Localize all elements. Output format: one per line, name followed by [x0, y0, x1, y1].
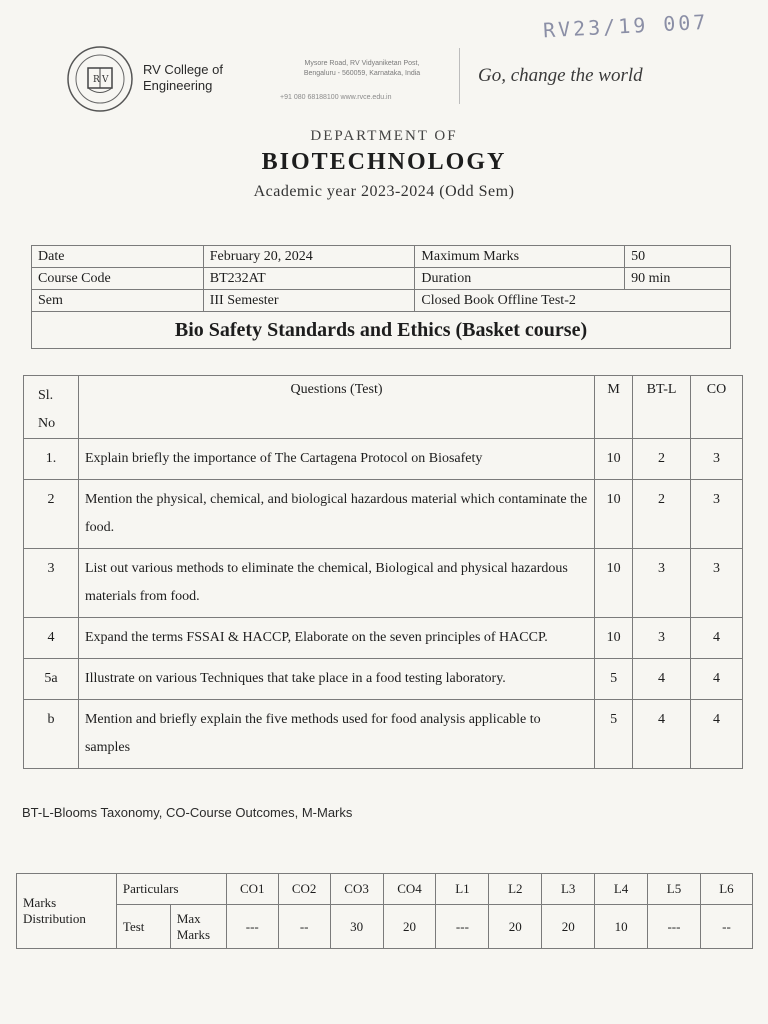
- col-header: L3: [542, 874, 595, 905]
- value-cell: 20: [489, 905, 542, 949]
- question-marks: 10: [595, 549, 633, 618]
- question-btl: 3: [633, 549, 691, 618]
- question-text: Mention the physical, chemical, and biological hazardous material which contaminate the food.: [78, 480, 594, 549]
- duration-value: 90 min: [625, 268, 731, 290]
- question-btl: 3: [633, 618, 691, 659]
- question-co: 3: [691, 549, 743, 618]
- question-btl: 4: [633, 700, 691, 769]
- address-line2: Bengaluru - 560059, Karnataka, India: [303, 70, 421, 77]
- col-header: CO1: [226, 874, 278, 905]
- value-cell: 10: [595, 905, 648, 949]
- svg-text:R: R: [93, 75, 100, 85]
- question-text: Illustrate on various Techniques that take place in a food testing laboratory.: [78, 659, 594, 700]
- question-co: 4: [691, 700, 743, 769]
- course-code-label: Course Code: [32, 268, 204, 290]
- college-name-line2: Engineering: [143, 78, 213, 93]
- value-cell: ---: [226, 905, 278, 949]
- test-label: Test: [116, 905, 170, 949]
- question-co: 3: [691, 439, 743, 480]
- address-line1: Mysore Road, RV Vidyaniketan Post,: [304, 60, 420, 67]
- handwritten-note: RV23/19 007: [542, 9, 709, 43]
- marks-label-line2: Distribution: [23, 911, 86, 926]
- question-text: List out various methods to eliminate the chemical, Biological and physical hazardous materials from food.: [78, 549, 594, 618]
- max-line2: Marks: [176, 926, 211, 942]
- question-number: 4: [24, 618, 79, 659]
- sl-header: [24, 376, 79, 439]
- marks-header: M: [595, 376, 633, 439]
- question-co: 3: [691, 480, 743, 549]
- course-title: Bio Safety Standards and Ethics (Basket course): [32, 312, 731, 349]
- max-marks-value: 50: [625, 246, 731, 268]
- header-divider: [459, 48, 460, 104]
- question-header: Questions (Test): [78, 376, 594, 439]
- col-header: L4: [595, 874, 648, 905]
- question-co: 4: [691, 618, 743, 659]
- dept-label: DEPARTMENT OF: [310, 128, 458, 144]
- table-row: [24, 659, 743, 700]
- question-co: 4: [691, 659, 743, 700]
- question-number: 3: [24, 549, 79, 618]
- value-cell: 20: [542, 905, 595, 949]
- table-row: [24, 480, 743, 549]
- question-number: b: [24, 700, 79, 769]
- question-marks: 10: [595, 618, 633, 659]
- col-header: CO4: [383, 874, 436, 905]
- test-type: Closed Book Offline Test-2: [415, 290, 731, 312]
- btl-header: BT-L: [633, 376, 691, 439]
- question-number: 1.: [24, 439, 79, 480]
- value-cell: --: [278, 905, 330, 949]
- college-name: [143, 62, 223, 94]
- col-header: L5: [648, 874, 701, 905]
- marks-distribution-table: [16, 873, 753, 949]
- sl-header-line1: Sl.: [38, 388, 54, 403]
- duration-label: Duration: [415, 268, 625, 290]
- question-number: 5a: [24, 659, 79, 700]
- svg-text:V: V: [102, 75, 109, 85]
- max-marks-cell: [170, 905, 226, 949]
- question-marks: 5: [595, 659, 633, 700]
- col-header: L6: [700, 874, 752, 905]
- abbreviation-legend: BT-L-Blooms Taxonomy, CO-Course Outcomes, M-Marks: [22, 805, 353, 820]
- question-btl: 4: [633, 659, 691, 700]
- college-contact: +91 080 68188100 www.rvce.edu.in: [280, 94, 392, 101]
- value-cell: ---: [436, 905, 489, 949]
- question-marks: 10: [595, 480, 633, 549]
- date-value: February 20, 2024: [203, 246, 415, 268]
- question-marks: 5: [595, 700, 633, 769]
- co-header: CO: [691, 376, 743, 439]
- dept-name: BIOTECHNOLOGY: [261, 149, 507, 175]
- marks-label-line1: Marks: [23, 895, 57, 910]
- question-marks: 10: [595, 439, 633, 480]
- col-header: CO2: [278, 874, 330, 905]
- course-code-value: BT232AT: [203, 268, 415, 290]
- marks-distribution-label: [17, 874, 117, 949]
- value-cell: ---: [648, 905, 701, 949]
- col-header: L2: [489, 874, 542, 905]
- college-name-line1: RV College of: [143, 62, 223, 77]
- table-row: [24, 618, 743, 659]
- college-address: [282, 59, 442, 79]
- question-number: 2: [24, 480, 79, 549]
- question-text: Mention and briefly explain the five methods used for food analysis applicable to samples: [78, 700, 594, 769]
- tagline: Go, change the world: [478, 65, 643, 86]
- max-marks-label: Maximum Marks: [415, 246, 625, 268]
- question-text: Expand the terms FSSAI & HACCP, Elaborate on the seven principles of HACCP.: [78, 618, 594, 659]
- value-cell: --: [700, 905, 752, 949]
- questions-table: [23, 375, 743, 769]
- sem-label: Sem: [32, 290, 204, 312]
- col-header: L1: [436, 874, 489, 905]
- col-header: CO3: [330, 874, 383, 905]
- table-row: [24, 439, 743, 480]
- value-cell: 20: [383, 905, 436, 949]
- academic-year: Academic year 2023-2024 (Odd Sem): [253, 183, 515, 200]
- particulars-label: Particulars: [116, 874, 226, 905]
- question-btl: 2: [633, 480, 691, 549]
- date-label: Date: [32, 246, 204, 268]
- sl-header-line2: No: [38, 416, 56, 431]
- sem-value: III Semester: [203, 290, 415, 312]
- max-line1: Max: [176, 910, 201, 926]
- table-row: [24, 700, 743, 769]
- value-cell: 30: [330, 905, 383, 949]
- course-info-table: [31, 245, 731, 349]
- table-row: [24, 549, 743, 618]
- college-logo-icon: [66, 45, 134, 113]
- question-btl: 2: [633, 439, 691, 480]
- question-text: Explain briefly the importance of The Cartagena Protocol on Biosafety: [78, 439, 594, 480]
